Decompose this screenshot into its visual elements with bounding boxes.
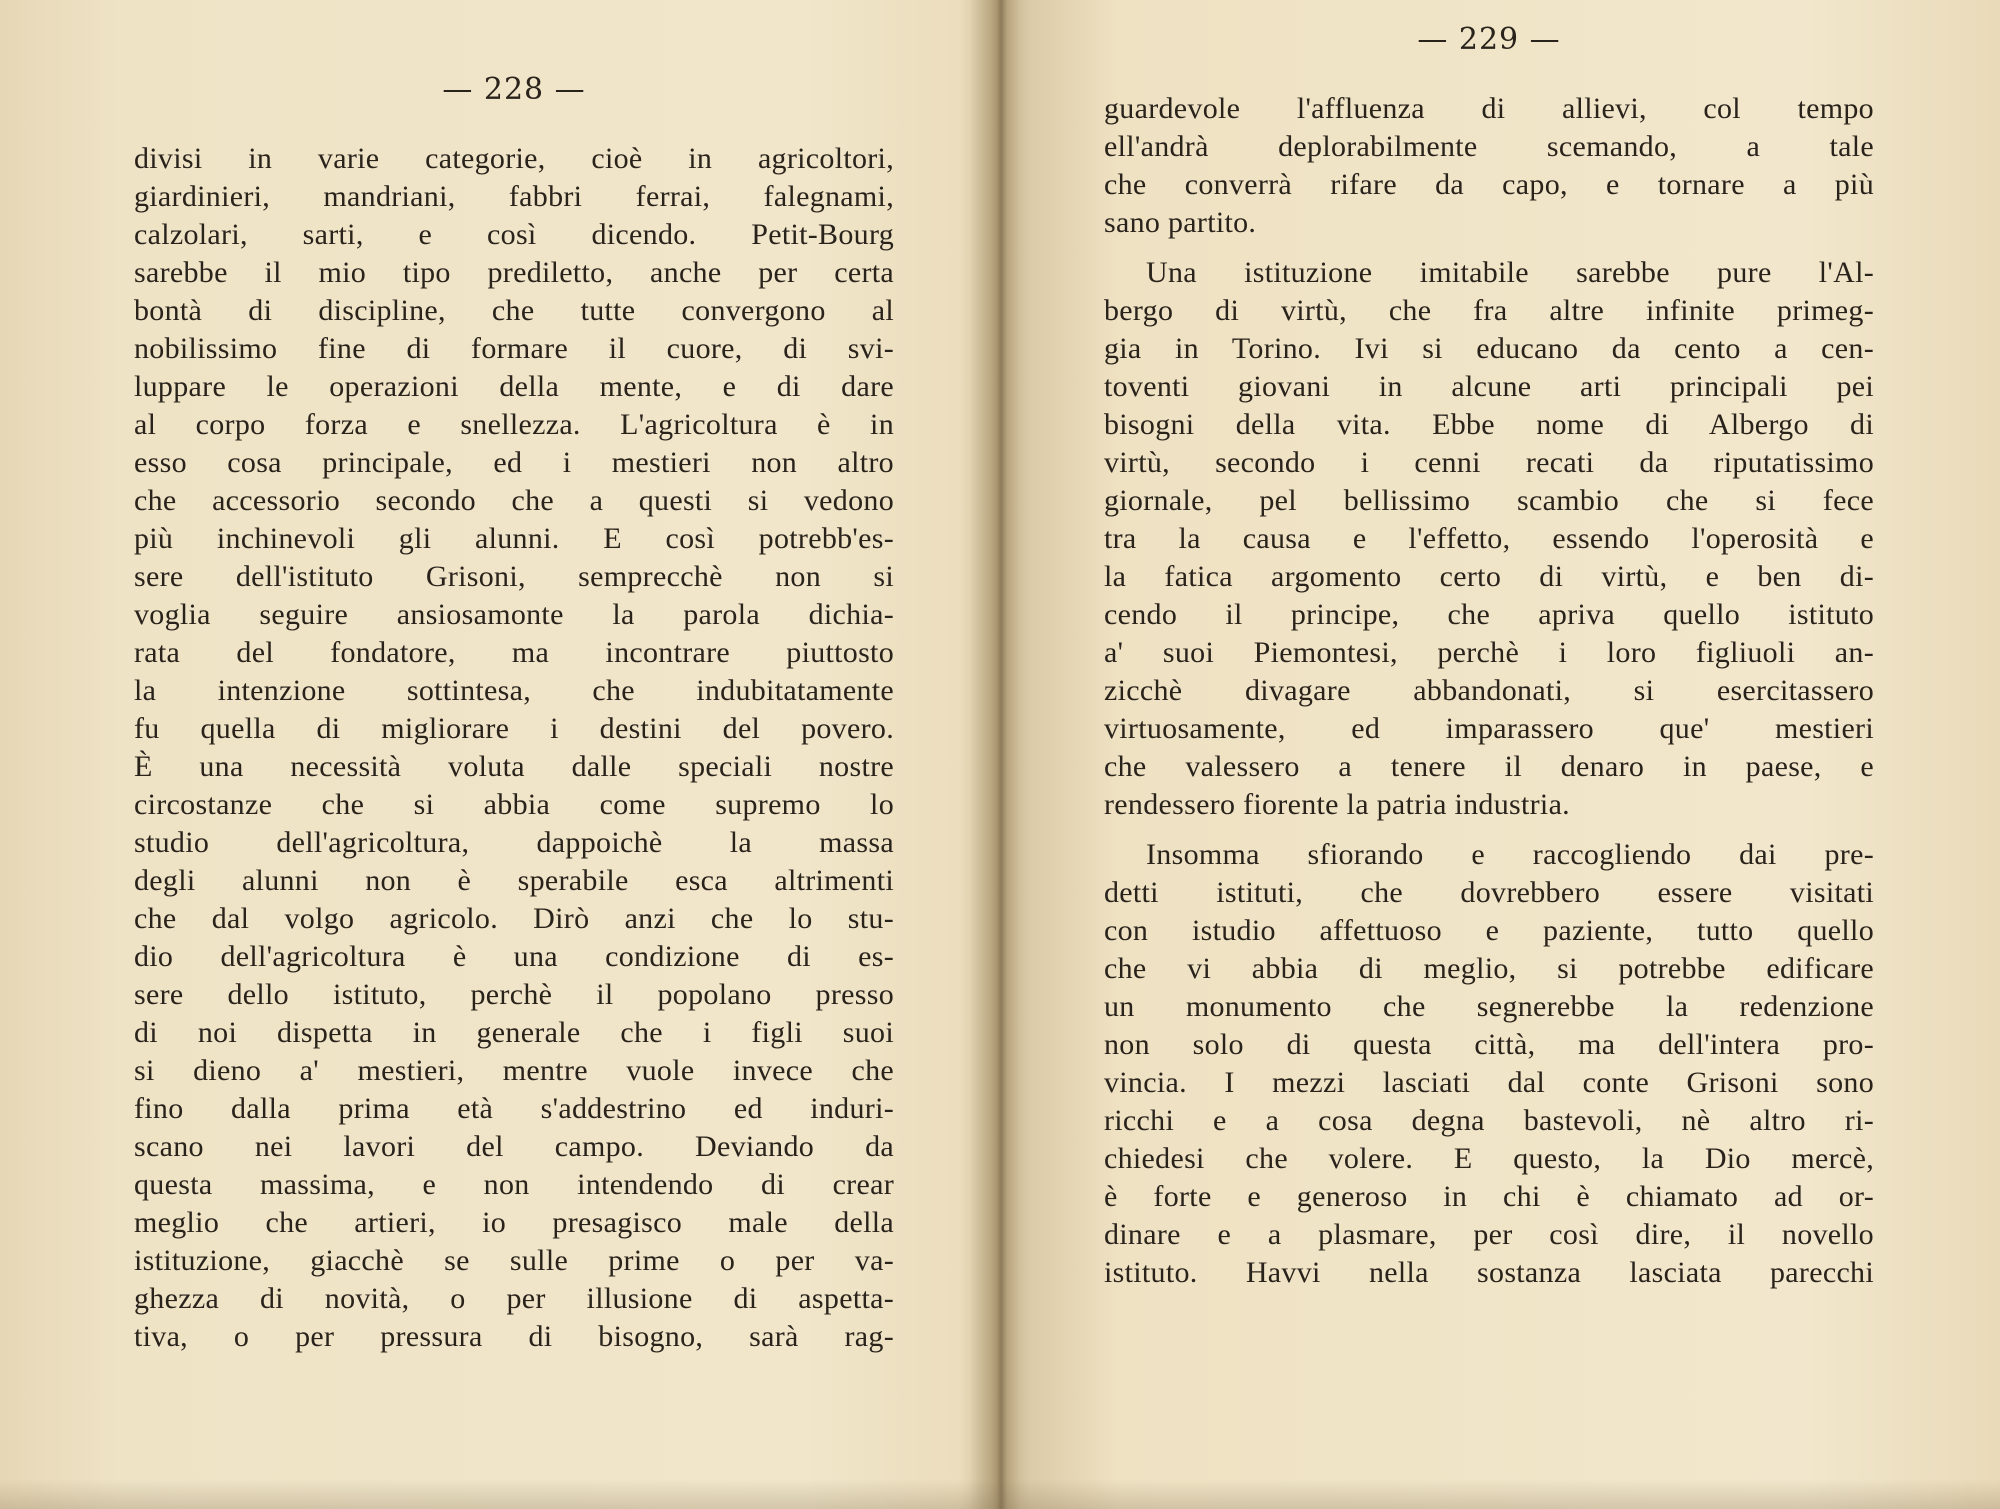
right-page-text [1104, 90, 1874, 1292]
text-line: Una istituzione imitabile sarebbe pure l'Al- [1146, 256, 1874, 289]
text-line: vincia. I mezzi lasciati dal conte Grisoni sono [1104, 1066, 1874, 1099]
text-line: istituzione, giacchè se sulle prime o per va- [134, 1244, 894, 1277]
text-line: sere dell'istituto Grisoni, semprecchè non si [134, 560, 894, 593]
text-line: questa massima, e non intendendo di crear [134, 1168, 894, 1201]
text-line: dinare e a plasmare, per così dire, il novello [1104, 1218, 1874, 1251]
text-line: Insomma sfiorando e raccogliendo dai pre- [1146, 838, 1874, 871]
text-line: tra la causa e l'effetto, essendo l'operosità e [1104, 522, 1874, 555]
page-number-left: — 228 — [442, 72, 586, 107]
text-line: fu quella di migliorare i destini del povero. [134, 712, 894, 745]
text-line: nobilissimo fine di formare il cuore, di svi- [134, 332, 894, 365]
text-line: È una necessità voluta dalle speciali nostre [134, 750, 894, 783]
text-line: sere dello istituto, perchè il popolano presso [134, 978, 894, 1011]
text-line: un monumento che segnerebbe la redenzione [1104, 990, 1874, 1023]
text-line: sarebbe il mio tipo prediletto, anche per certa [134, 256, 894, 289]
text-line: virtuosamente, ed imparassero que' mestieri [1104, 712, 1874, 745]
text-line: ell'andrà deplorabilmente scemando, a tale [1104, 130, 1874, 163]
text-line: si dieno a' mestieri, mentre vuole invece che [134, 1054, 894, 1087]
text-line: sano partito. [1104, 206, 1257, 239]
text-line: guardevole l'affluenza di allievi, col tempo [1104, 92, 1874, 125]
text-line: che accessorio secondo che a questi si vedono [134, 484, 894, 517]
paragraph-gap [1104, 242, 1874, 254]
text-line: chiedesi che volere. E questo, la Dio mercè, [1104, 1142, 1874, 1175]
text-line: calzolari, sarti, e così dicendo. Petit-Bourg [134, 218, 894, 251]
text-line: toventi giovani in alcune arti principali pei [1104, 370, 1874, 403]
text-line: che vi abbia di meglio, si potrebbe edificare [1104, 952, 1874, 985]
text-line: che dal volgo agricolo. Dirò anzi che lo stu- [134, 902, 894, 935]
text-line: gia in Torino. Ivi si educano da cento a cen- [1104, 332, 1874, 365]
text-line: bergo di virtù, che fra altre infinite primeg- [1104, 294, 1874, 327]
paragraph [1104, 90, 1874, 242]
paragraph-gap [1104, 824, 1874, 836]
text-line: istituto. Havvi nella sostanza lasciata parecchi [1104, 1256, 1874, 1289]
text-line: rata del fondatore, ma incontrare piuttosto [134, 636, 894, 669]
text-line: dio dell'agricoltura è una condizione di es- [134, 940, 894, 973]
text-line: fino dalla prima età s'addestrino ed induri- [134, 1092, 894, 1125]
book-gutter [970, 0, 1030, 1509]
text-line: cendo il principe, che apriva quello istituto [1104, 598, 1874, 631]
text-line: rendessero fiorente la patria industria. [1104, 788, 1570, 821]
left-page [134, 70, 894, 1356]
text-line: degli alunni non è sperabile esca altrimenti [134, 864, 894, 897]
right-page [1104, 20, 1874, 1292]
text-line: di noi dispetta in generale che i figli suoi [134, 1016, 894, 1049]
text-line: bisogni della vita. Ebbe nome di Albergo di [1104, 408, 1874, 441]
text-line: con istudio affettuoso e paziente, tutto quello [1104, 914, 1874, 947]
text-line: ricchi e a cosa degna bastevoli, nè altro ri- [1104, 1104, 1874, 1137]
text-line: giornale, pel bellissimo scambio che si fece [1104, 484, 1874, 517]
text-line: esso cosa principale, ed i mestieri non altro [134, 446, 894, 479]
text-line: detti istituti, che dovrebbero essere visitati [1104, 876, 1874, 909]
text-line: virtù, secondo i cenni recati da riputatissimo [1104, 446, 1874, 479]
text-line: che converrà rifare da capo, e tornare a più [1104, 168, 1874, 201]
text-line: scano nei lavori del campo. Deviando da [134, 1130, 894, 1163]
text-line: la fatica argomento certo di virtù, e ben di- [1104, 560, 1874, 593]
text-line: circostanze che si abbia come supremo lo [134, 788, 894, 821]
text-line: più inchinevoli gli alunni. E così potrebb'es- [134, 522, 894, 555]
text-line: tiva, o per pressura di bisogno, sarà rag- [134, 1320, 894, 1353]
page-number-right: — 229 — [1417, 22, 1561, 57]
paragraph [1104, 254, 1874, 824]
left-page-text [134, 140, 894, 1356]
text-line: ghezza di novità, o per illusione di aspetta- [134, 1282, 894, 1315]
text-line: bontà di discipline, che tutte convergono al [134, 294, 894, 327]
text-line: al corpo forza e snellezza. L'agricoltura è in [134, 408, 894, 441]
text-line: voglia seguire ansiosamonte la parola dichia- [134, 598, 894, 631]
text-line: luppare le operazioni della mente, e di dare [134, 370, 894, 403]
text-line: divisi in varie categorie, cioè in agricoltori, [134, 142, 894, 175]
text-line: la intenzione sottintesa, che indubitatamente [134, 674, 894, 707]
text-line: giardinieri, mandriani, fabbri ferrai, falegnami, [134, 180, 894, 213]
text-line: meglio che artieri, io presagisco male della [134, 1206, 894, 1239]
text-line: non solo di questa città, ma dell'intera pro- [1104, 1028, 1874, 1061]
paragraph [1104, 836, 1874, 1292]
text-line: che valessero a tenere il denaro in paese, e [1104, 750, 1874, 783]
text-line: è forte e generoso in chi è chiamato ad or- [1104, 1180, 1874, 1213]
text-line: zicchè divagare abbandonati, si esercitassero [1104, 674, 1874, 707]
text-line: a' suoi Piemontesi, perchè i loro figliuoli an- [1104, 636, 1874, 669]
text-line: studio dell'agricoltura, dappoichè la massa [134, 826, 894, 859]
